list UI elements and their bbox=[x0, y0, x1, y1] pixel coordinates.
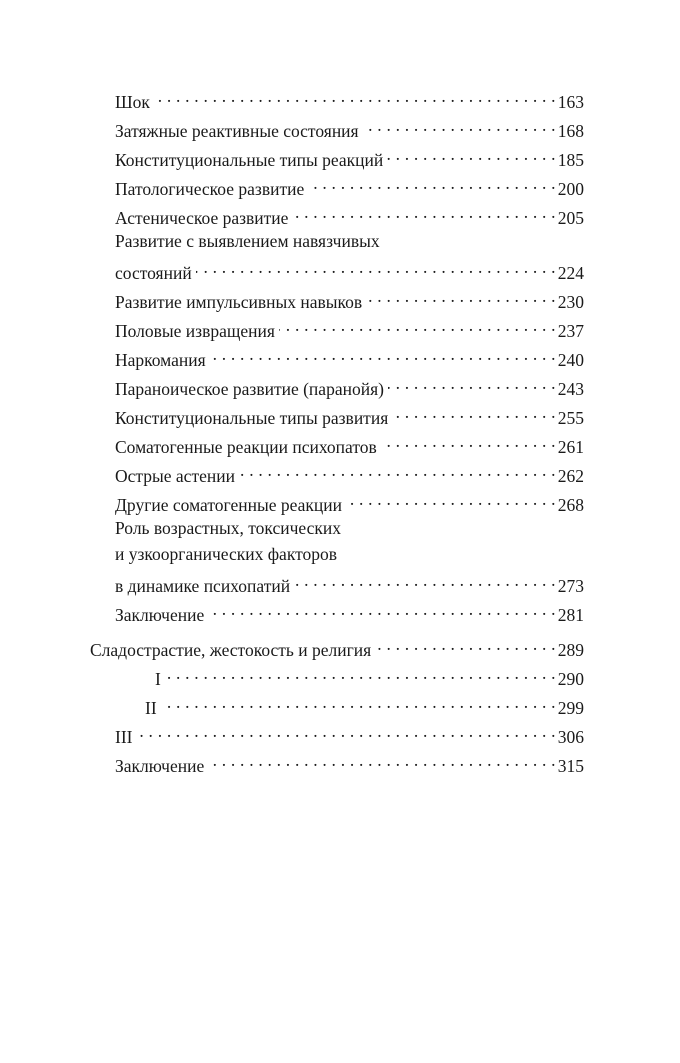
dot-leader bbox=[346, 487, 556, 511]
toc-entry-title: Затяжные реактивные состояния bbox=[115, 119, 363, 143]
toc-entry-page: 240 bbox=[557, 350, 584, 370]
toc-entry bbox=[155, 661, 584, 689]
toc-section-page: 289 bbox=[557, 640, 584, 660]
toc-entry-title: в динамике психопатий bbox=[115, 574, 294, 598]
toc-entry-page: 243 bbox=[557, 379, 584, 399]
toc-entry-page: 255 bbox=[557, 408, 584, 428]
toc-entry bbox=[115, 284, 584, 312]
toc-entry-title: Шок bbox=[115, 90, 154, 114]
toc-entry bbox=[115, 342, 584, 370]
toc-entry-title: Патологическое развитие bbox=[115, 177, 308, 201]
dot-leader bbox=[387, 142, 556, 166]
toc-entry-page: 200 bbox=[557, 179, 584, 199]
toc-entry bbox=[115, 719, 584, 747]
toc-entry bbox=[115, 429, 584, 457]
toc-entry bbox=[115, 313, 584, 341]
toc-section-title: Сладострастие, жестокость и религия bbox=[90, 638, 375, 662]
toc-entry bbox=[115, 171, 584, 199]
toc-entry-title: III bbox=[115, 725, 136, 749]
toc-entry-page: 262 bbox=[557, 466, 584, 486]
toc-entry bbox=[115, 255, 584, 283]
toc-entry-page: 315 bbox=[557, 756, 584, 776]
dot-leader bbox=[196, 255, 556, 279]
toc-entry bbox=[115, 487, 584, 515]
toc-entry-page: 281 bbox=[557, 605, 584, 625]
dot-leader bbox=[381, 429, 556, 453]
toc-entry-title: II bbox=[145, 696, 161, 720]
toc-entry-page: 168 bbox=[557, 121, 584, 141]
dot-leader bbox=[388, 371, 556, 395]
toc-entry-title: Половые извращения bbox=[115, 319, 279, 343]
dot-leader bbox=[366, 284, 556, 308]
toc-entry-page: 261 bbox=[557, 437, 584, 457]
toc-entry-title: Наркомания bbox=[115, 348, 210, 372]
toc-entry-title: Конституциональные типы реакций bbox=[115, 148, 387, 172]
toc-entry-title: Развитие импульсивных навыков bbox=[115, 290, 366, 314]
toc-entry-page: 237 bbox=[557, 321, 584, 341]
dot-leader bbox=[279, 313, 556, 337]
toc-entry bbox=[115, 458, 584, 486]
dot-leader bbox=[210, 342, 556, 366]
toc-entry-title: Острые астении bbox=[115, 464, 239, 488]
toc-entry-title: Другие соматогенные реакции bbox=[115, 493, 346, 517]
toc-entry-title-line: Развитие с выявлением навязчивых bbox=[115, 231, 380, 251]
dot-leader bbox=[308, 171, 556, 195]
dot-leader bbox=[239, 458, 556, 482]
toc-entry-title: Соматогенные реакции психопатов bbox=[115, 435, 381, 459]
toc-entry-page: 163 bbox=[557, 92, 584, 112]
toc-entry bbox=[115, 113, 584, 141]
toc-entry-page: 224 bbox=[557, 263, 584, 283]
dot-leader bbox=[208, 597, 556, 621]
toc-entry bbox=[115, 568, 584, 596]
toc-entry bbox=[115, 371, 584, 399]
dot-leader bbox=[208, 748, 556, 772]
dot-leader bbox=[154, 84, 556, 108]
toc-entry-title: Астеническое развитие bbox=[115, 206, 292, 230]
toc-entry-title-line: Роль возрастных, токсических bbox=[115, 518, 342, 538]
toc-entry bbox=[115, 200, 584, 228]
toc-entry-page: 205 bbox=[557, 208, 584, 228]
toc-entry-title: Конституциональные типы развития bbox=[115, 406, 392, 430]
dot-leader bbox=[294, 568, 556, 592]
dot-leader bbox=[161, 690, 556, 714]
toc-entry-page: 230 bbox=[557, 292, 584, 312]
toc-entry bbox=[115, 597, 584, 625]
toc-entry-page: 306 bbox=[557, 727, 584, 747]
toc-entry bbox=[115, 748, 584, 776]
toc-entry-page: 290 bbox=[557, 669, 584, 689]
toc-entry-title: I bbox=[155, 667, 165, 691]
toc-entry bbox=[115, 84, 584, 112]
dot-leader bbox=[392, 400, 556, 424]
toc-entry-title: состояний bbox=[115, 261, 196, 285]
toc-entry-title-line: и узкоорганических факторов bbox=[115, 544, 338, 564]
toc-entry-page: 273 bbox=[557, 576, 584, 596]
toc-entry bbox=[145, 690, 584, 718]
toc-entry-title: Заключение bbox=[115, 603, 208, 627]
toc-entry-page: 299 bbox=[557, 698, 584, 718]
toc-entry-page: 185 bbox=[557, 150, 584, 170]
dot-leader bbox=[292, 200, 555, 224]
dot-leader bbox=[375, 632, 556, 656]
toc-entry-title: Заключение bbox=[115, 754, 208, 778]
toc-entry bbox=[115, 400, 584, 428]
dot-leader bbox=[165, 661, 556, 685]
toc-entry bbox=[115, 142, 584, 170]
dot-leader bbox=[363, 113, 556, 137]
toc-section bbox=[90, 632, 584, 660]
dot-leader bbox=[136, 719, 555, 743]
toc-entry-page: 268 bbox=[557, 495, 584, 515]
toc-entry-title: Параноическое развитие (паранойя) bbox=[115, 377, 388, 401]
